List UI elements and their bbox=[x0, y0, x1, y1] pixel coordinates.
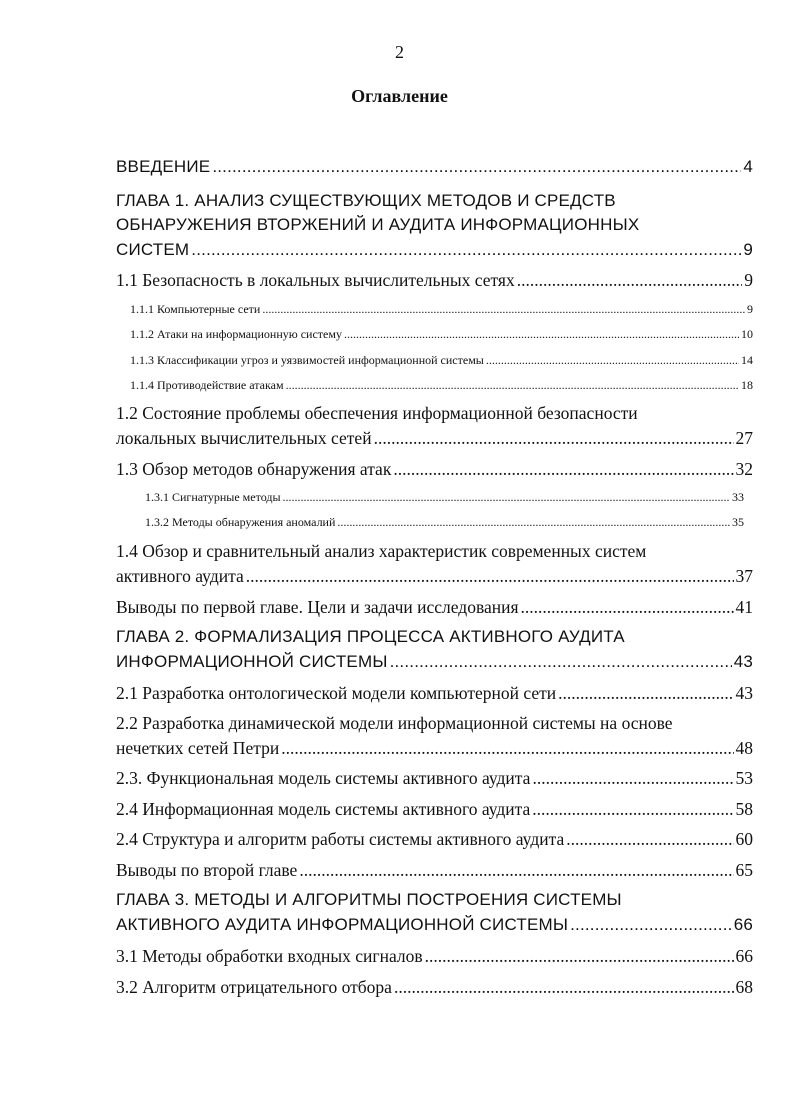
toc-entry-last-line bbox=[116, 738, 753, 759]
toc-entry-text: 1.1.4 Противодействие атакам bbox=[130, 378, 284, 392]
dot-leader bbox=[281, 738, 733, 759]
toc-entry-page: 35 bbox=[732, 515, 744, 529]
dot-leader bbox=[425, 946, 734, 967]
toc-entry-page: 27 bbox=[735, 428, 753, 448]
toc-entry-last-line bbox=[116, 566, 753, 587]
toc-entry-text: 1.1.3 Классификации угроз и уязвимостей информационной системы bbox=[130, 353, 484, 367]
toc-entry-page: 33 bbox=[732, 490, 744, 504]
toc-entry-1-3-2[interactable] bbox=[145, 515, 744, 530]
dot-leader bbox=[246, 566, 734, 587]
toc-entry-text-line: 2.2 Разработка динамической модели информационной системы на основе bbox=[116, 713, 673, 733]
toc-entry-text: 2.4 Информационная модель системы активного аудита bbox=[116, 799, 531, 819]
dot-leader bbox=[374, 428, 734, 449]
toc-entry-page: 43 bbox=[733, 652, 753, 671]
dot-leader bbox=[299, 860, 733, 881]
toc-entry-text-line: 1.4 Обзор и сравнительный анализ характеристик современных систем bbox=[116, 541, 647, 561]
dot-leader bbox=[394, 977, 734, 998]
toc-entry-page: 18 bbox=[741, 378, 753, 392]
toc-entry-text: АКТИВНОГО АУДИТА ИНФОРМАЦИОННОЙ СИСТЕМЫ bbox=[116, 915, 569, 934]
toc-entry-page: 37 bbox=[735, 566, 753, 586]
toc-entry-text: 1.1.2 Атаки на информационную систему bbox=[130, 327, 342, 341]
toc-entry-1-1-2[interactable] bbox=[130, 327, 753, 342]
toc-entry-page: 41 bbox=[735, 597, 753, 617]
page-title: Оглавление bbox=[351, 86, 448, 106]
toc-entry-page: 43 bbox=[735, 683, 753, 703]
toc-entry-text: 1.3.2 Методы обнаружения аномалий bbox=[145, 515, 336, 529]
dot-leader bbox=[570, 915, 732, 935]
toc-entry-page: 60 bbox=[735, 829, 753, 849]
toc-entry-page: 9 bbox=[747, 302, 753, 316]
dot-leader bbox=[286, 378, 739, 393]
toc-entry-3-1[interactable] bbox=[116, 946, 753, 967]
toc-entry-last-line bbox=[116, 240, 753, 260]
toc-entry-text: 1.1.1 Компьютерные сети bbox=[130, 302, 261, 316]
toc-entry-page: 9 bbox=[743, 240, 753, 259]
toc-entry-text: Выводы по первой главе. Цели и задачи исследования bbox=[116, 597, 519, 617]
toc-entry-conclusions-1[interactable] bbox=[116, 597, 753, 618]
dot-leader bbox=[283, 490, 730, 505]
toc-entry-page: 4 bbox=[743, 157, 753, 176]
toc-entry-1-1-4[interactable] bbox=[130, 378, 753, 393]
toc-entry-text: Выводы по второй главе bbox=[116, 860, 298, 880]
toc-entry-text: СИСТЕМ bbox=[116, 240, 190, 259]
toc-entry-2-1[interactable] bbox=[116, 683, 753, 704]
toc-entry-1-1-3[interactable] bbox=[130, 353, 753, 368]
toc-entry-text: 2.4 Структура и алгоритм работы системы активного аудита bbox=[116, 829, 565, 849]
dot-leader bbox=[558, 683, 733, 704]
toc-entry-page: 14 bbox=[741, 353, 753, 367]
dot-leader bbox=[262, 302, 745, 317]
toc-entry-intro[interactable] bbox=[116, 157, 753, 177]
toc-entry-text: ВВЕДЕНИЕ bbox=[116, 157, 211, 176]
toc-entry-text-line: ОБНАРУЖЕНИЯ ВТОРЖЕНИЙ И АУДИТА ИНФОРМАЦИОННЫХ bbox=[116, 215, 640, 234]
toc-entry-1-1[interactable] bbox=[116, 270, 753, 291]
toc-entry-text-line: ГЛАВА 3. МЕТОДЫ И АЛГОРИТМЫ ПОСТРОЕНИЯ СИСТЕМЫ bbox=[116, 890, 622, 909]
toc-entry-text: 2.3. Функциональная модель системы активного аудита bbox=[116, 768, 531, 788]
toc-entry-page: 68 bbox=[735, 977, 753, 997]
toc-entry-text: 1.1 Безопасность в локальных вычислительных сетях bbox=[116, 270, 515, 290]
dot-leader bbox=[566, 829, 733, 850]
toc-entry-2-4-structure[interactable] bbox=[116, 829, 753, 850]
toc-entry-text: нечетких сетей Петри bbox=[116, 738, 280, 758]
toc-entry-page: 9 bbox=[744, 270, 753, 290]
page-number: 2 bbox=[395, 42, 404, 62]
toc-entry-text-line: ГЛАВА 2. ФОРМАЛИЗАЦИЯ ПРОЦЕССА АКТИВНОГО АУДИТА bbox=[116, 627, 625, 646]
dot-leader bbox=[532, 799, 733, 820]
dot-leader bbox=[212, 157, 741, 177]
toc-entry-text: 2.1 Разработка онтологической модели компьютерной сети bbox=[116, 683, 557, 703]
toc-entry-conclusions-2[interactable] bbox=[116, 860, 753, 881]
dot-leader bbox=[393, 459, 733, 480]
toc-entry-last-line bbox=[116, 428, 753, 449]
dot-leader bbox=[191, 240, 741, 260]
toc-entry-page: 32 bbox=[735, 459, 753, 479]
toc-entry-page: 58 bbox=[735, 799, 753, 819]
toc-entry-1-3[interactable] bbox=[116, 459, 753, 480]
toc-entry-text: активного аудита bbox=[116, 566, 244, 586]
toc-entry-page: 10 bbox=[741, 327, 753, 341]
toc-entry-text-line: ГЛАВА 1. АНАЛИЗ СУЩЕСТВУЮЩИХ МЕТОДОВ И СРЕДСТВ bbox=[116, 191, 616, 210]
toc-entry-page: 66 bbox=[735, 946, 753, 966]
toc-entry-last-line bbox=[116, 652, 753, 672]
toc-entry-last-line bbox=[116, 915, 753, 935]
toc-entry-page: 53 bbox=[735, 768, 753, 788]
toc-entry-text: ИНФОРМАЦИОННОЙ СИСТЕМЫ bbox=[116, 652, 388, 671]
toc-entry-text-line: 1.2 Состояние проблемы обеспечения информационной безопасности bbox=[116, 403, 638, 423]
toc-entry-2-3[interactable] bbox=[116, 768, 753, 789]
dot-leader bbox=[517, 270, 743, 291]
toc-entry-page: 65 bbox=[735, 860, 753, 880]
toc-entry-text: 3.2 Алгоритм отрицательного отбора bbox=[116, 977, 392, 997]
toc-entry-2-4-info-model[interactable] bbox=[116, 799, 753, 820]
toc-entry-1-1-1[interactable] bbox=[130, 302, 753, 317]
toc-entry-1-3-1[interactable] bbox=[145, 490, 744, 505]
dot-leader bbox=[532, 768, 733, 789]
toc-entry-text: 1.3 Обзор методов обнаружения атак bbox=[116, 459, 392, 479]
dot-leader bbox=[486, 353, 739, 368]
dot-leader bbox=[390, 652, 732, 672]
toc-entry-text: 3.1 Методы обработки входных сигналов bbox=[116, 946, 423, 966]
toc-entry-page: 66 bbox=[733, 915, 753, 934]
toc-entry-text: 1.3.1 Сигнатурные методы bbox=[145, 490, 281, 504]
toc-entry-3-2[interactable] bbox=[116, 977, 753, 998]
dot-leader bbox=[337, 515, 730, 530]
dot-leader bbox=[521, 597, 734, 618]
dot-leader bbox=[344, 327, 739, 342]
toc-entry-text: локальных вычислительных сетей bbox=[116, 428, 372, 448]
toc-entry-page: 48 bbox=[735, 738, 753, 758]
